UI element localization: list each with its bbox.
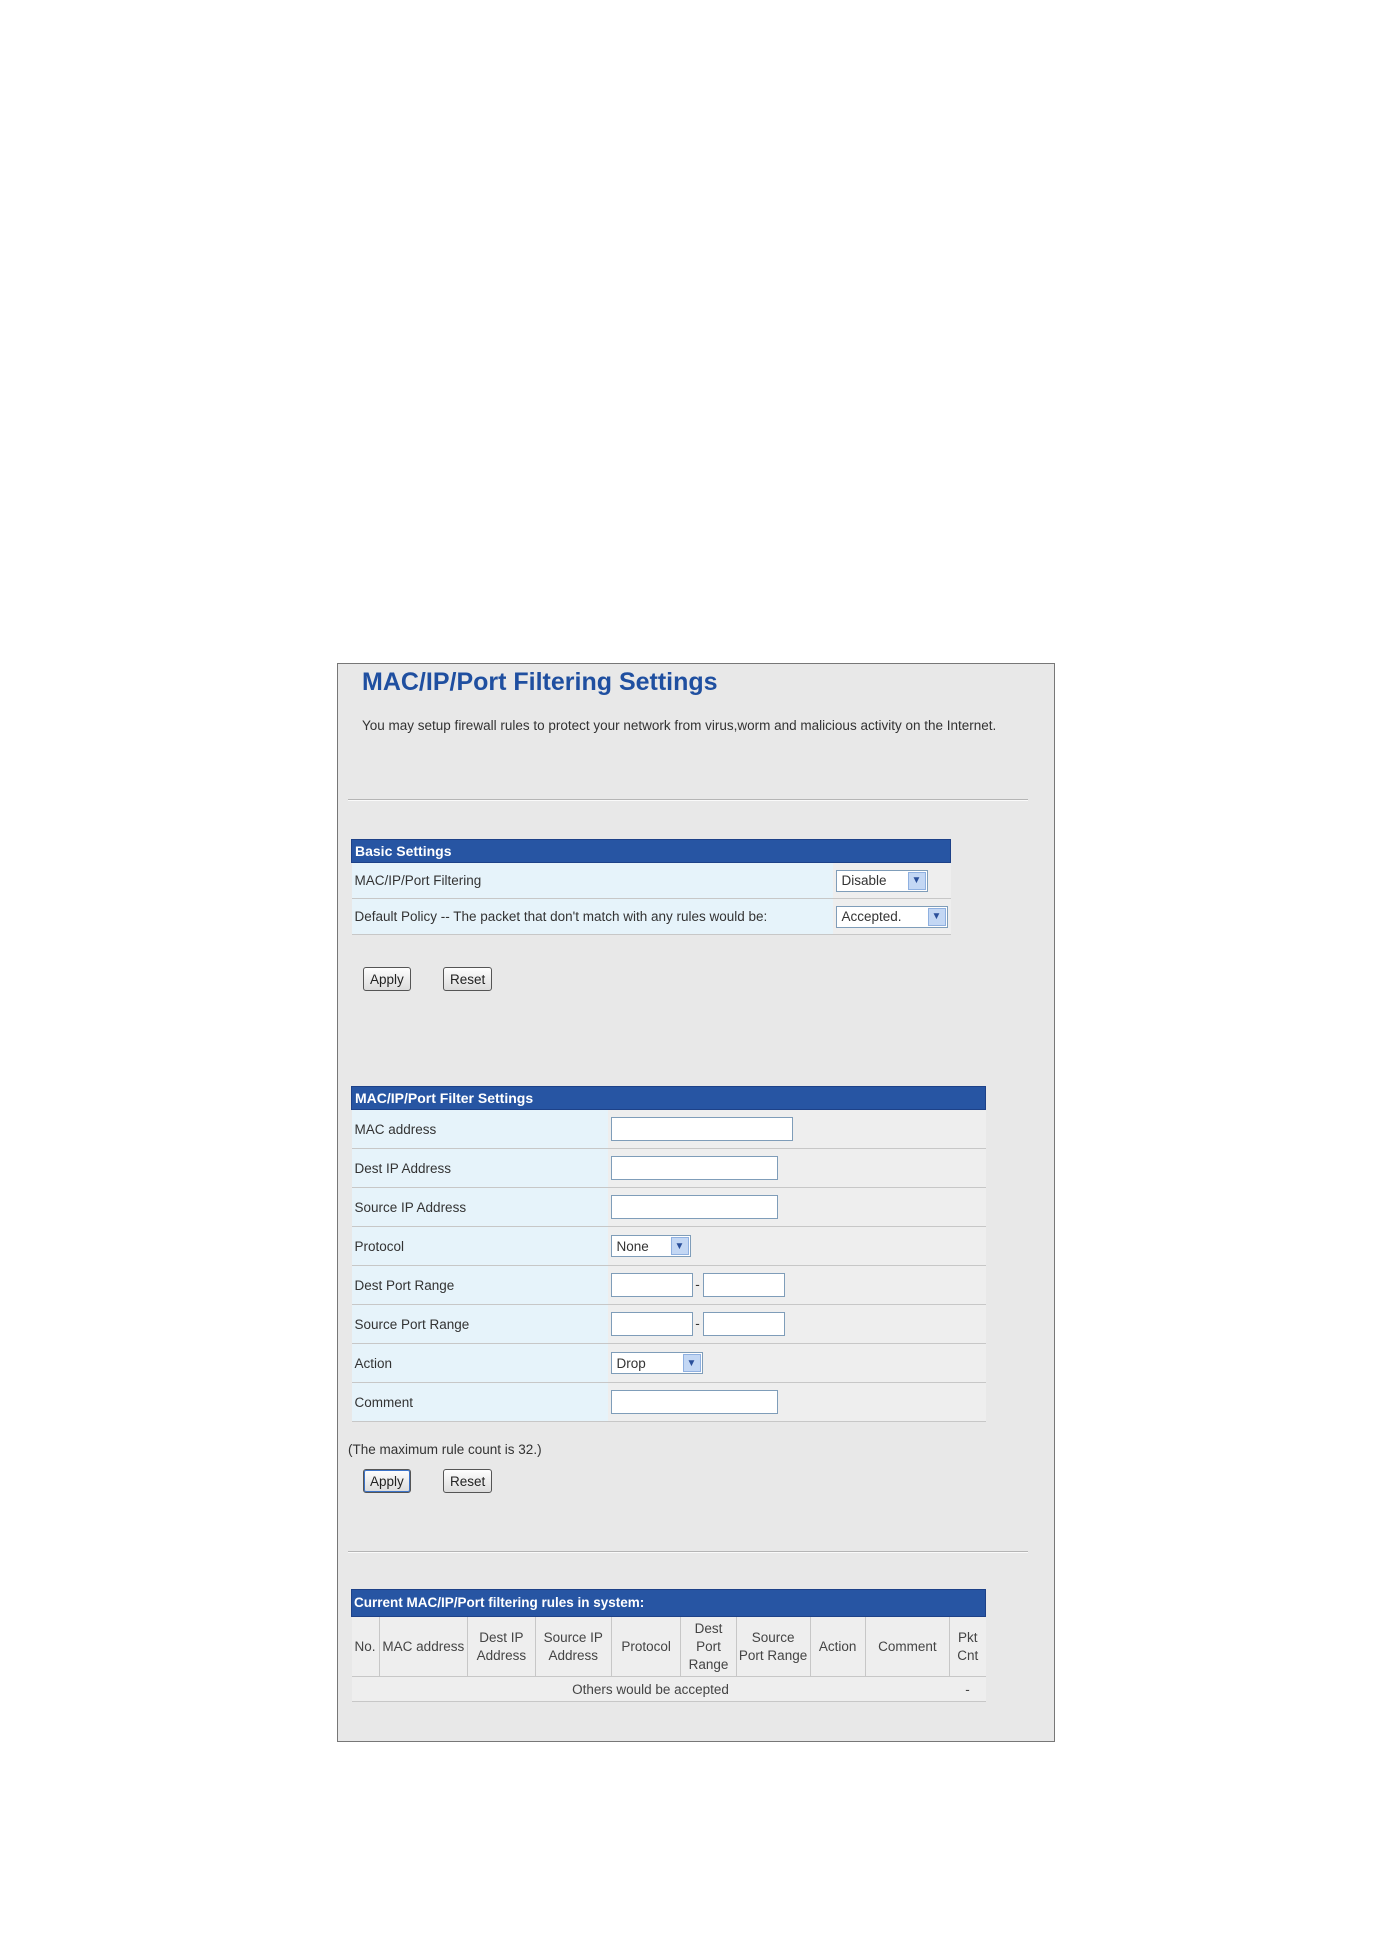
col-comment: Comment	[865, 1617, 949, 1677]
policy-select-value: Accepted.	[841, 909, 902, 924]
comment-label: Comment	[352, 1383, 608, 1422]
page-description: You may setup firewall rules to protect your network from virus,worm and malicious activity on the Internet.	[362, 718, 997, 733]
current-rules-table	[351, 1589, 986, 1702]
col-dest-port: Dest Port Range	[681, 1617, 736, 1677]
col-mac: MAC address	[379, 1617, 467, 1677]
source-ip-input[interactable]	[611, 1195, 778, 1219]
mac-label: MAC address	[352, 1110, 608, 1149]
others-row-text: Others would be accepted	[352, 1677, 950, 1702]
protocol-select[interactable]	[611, 1235, 691, 1257]
policy-select[interactable]	[836, 906, 948, 928]
col-source-ip: Source IP Address	[535, 1617, 611, 1677]
others-row-pkt: -	[950, 1677, 986, 1702]
comment-input[interactable]	[611, 1390, 778, 1414]
col-pkt-cnt: Pkt Cnt	[950, 1617, 986, 1677]
dest-ip-input[interactable]	[611, 1156, 778, 1180]
current-rules-header: Current MAC/IP/Port filtering rules in system:	[352, 1590, 986, 1617]
filtering-settings-panel	[337, 663, 1055, 1742]
filter-reset-button[interactable]: Reset	[443, 1469, 492, 1493]
chevron-down-icon: ▼	[671, 1237, 689, 1255]
basic-apply-button[interactable]: Apply	[363, 967, 411, 991]
col-protocol: Protocol	[611, 1617, 681, 1677]
col-action: Action	[810, 1617, 865, 1677]
chevron-down-icon: ▼	[683, 1354, 701, 1372]
chevron-down-icon: ▼	[928, 908, 946, 926]
filter-apply-button[interactable]: Apply	[363, 1469, 411, 1493]
col-no: No.	[352, 1617, 380, 1677]
source-port-end-input[interactable]	[703, 1312, 785, 1336]
basic-reset-button[interactable]: Reset	[443, 967, 492, 991]
filter-settings-header: MAC/IP/Port Filter Settings	[352, 1087, 986, 1110]
source-port-start-input[interactable]	[611, 1312, 693, 1336]
action-select[interactable]	[611, 1352, 703, 1374]
col-source-port: Source Port Range	[736, 1617, 810, 1677]
basic-settings-header: Basic Settings	[352, 840, 951, 863]
action-select-value: Drop	[616, 1355, 646, 1371]
filtering-select-value: Disable	[841, 873, 887, 888]
action-label: Action	[352, 1344, 608, 1383]
source-ip-label: Source IP Address	[352, 1188, 608, 1227]
dest-ip-label: Dest IP Address	[352, 1149, 608, 1188]
divider	[348, 1551, 1028, 1553]
policy-label: Default Policy -- The packet that don't match with any rules would be:	[352, 899, 833, 935]
dest-port-end-input[interactable]	[703, 1273, 785, 1297]
col-dest-ip: Dest IP Address	[468, 1617, 536, 1677]
mac-address-input[interactable]	[611, 1117, 793, 1141]
page-title: MAC/IP/Port Filtering Settings	[362, 668, 718, 696]
range-separator: -	[695, 1276, 700, 1292]
dest-port-label: Dest Port Range	[352, 1266, 608, 1305]
source-port-label: Source Port Range	[352, 1305, 608, 1344]
filtering-select[interactable]	[836, 870, 928, 892]
basic-settings-table	[351, 839, 951, 935]
dest-port-start-input[interactable]	[611, 1273, 693, 1297]
protocol-select-value: None	[616, 1238, 649, 1254]
filter-settings-table	[351, 1086, 986, 1422]
divider	[348, 799, 1028, 801]
filtering-label: MAC/IP/Port Filtering	[352, 863, 833, 899]
protocol-label: Protocol	[352, 1227, 608, 1266]
chevron-down-icon: ▼	[908, 872, 926, 890]
max-rule-note: (The maximum rule count is 32.)	[348, 1442, 542, 1457]
range-separator: -	[695, 1315, 700, 1331]
